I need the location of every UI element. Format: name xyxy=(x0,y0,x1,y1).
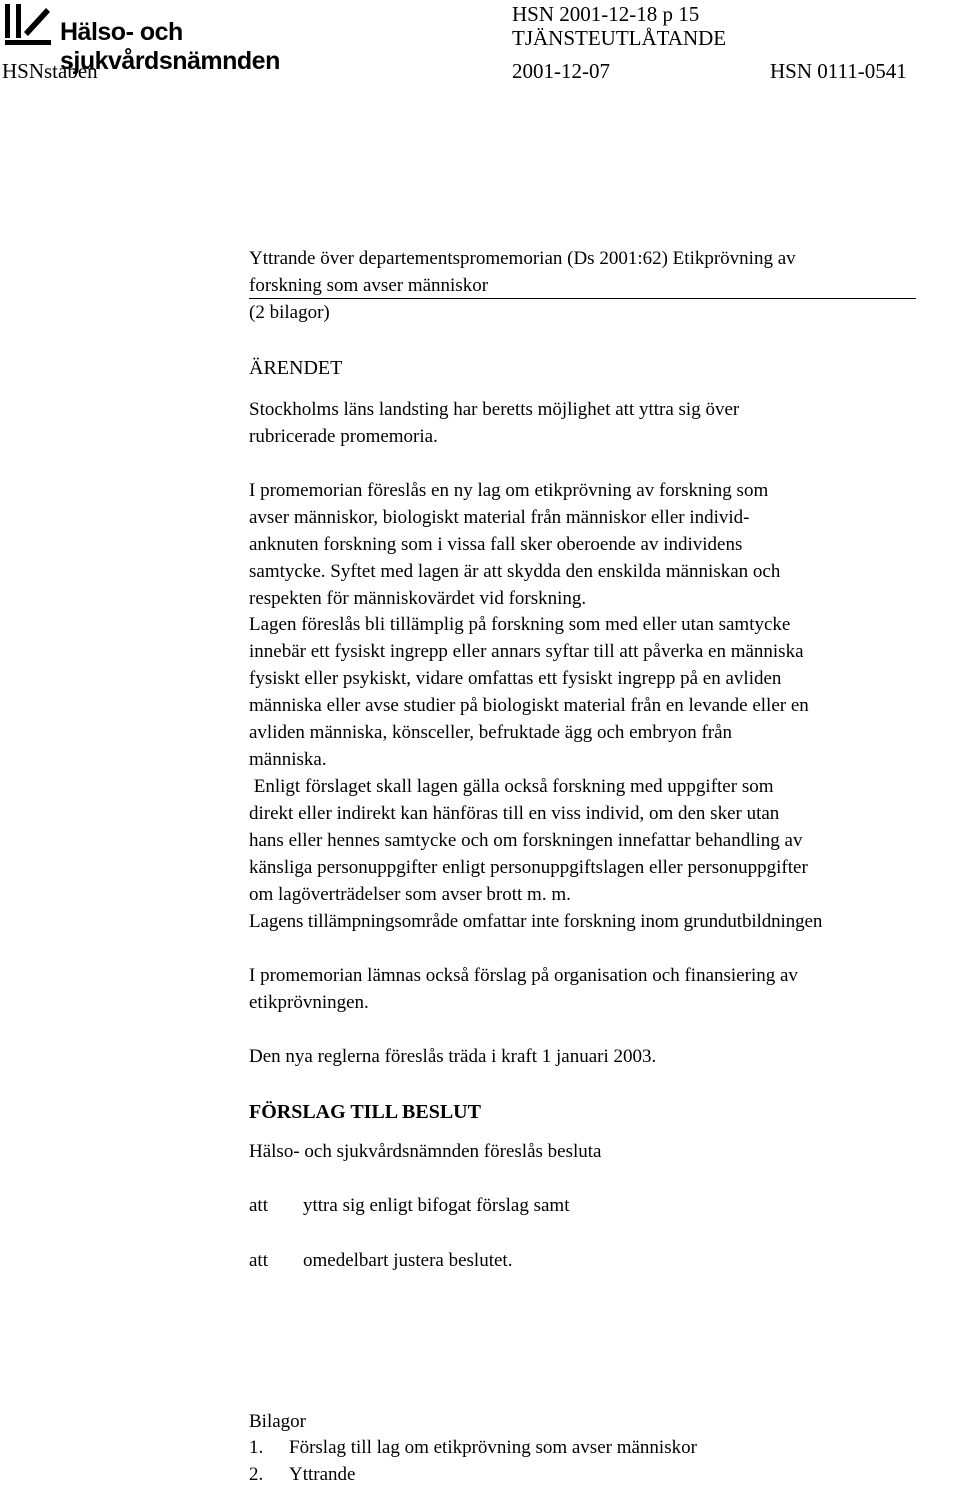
paragraph-line: människa eller avse studier på biologiskt material från en levande eller en xyxy=(249,695,809,716)
decision-item-text: omedelbart justera beslutet. xyxy=(303,1250,513,1271)
attachment-title: Yttrande xyxy=(289,1464,356,1485)
paragraph-line: etikprövningen. xyxy=(249,992,369,1013)
paragraph-line: fysiskt eller psykiskt, vidare omfattas ett fysiskt ingrepp på en avliden xyxy=(249,668,782,689)
paragraph-line: Enligt förslaget skall lagen gälla också forskning med uppgifter som xyxy=(249,776,774,797)
document-type: TJÄNSTEUTLÅTANDE xyxy=(512,26,727,50)
paragraph-line: Den nya reglerna föreslås träda i kraft 1 januari 2003. xyxy=(249,1046,657,1067)
decision-item-prefix: att xyxy=(249,1250,268,1271)
logo-text: Hälso- och sjukvårdsnämnden xyxy=(60,18,280,75)
attachment-title: Förslag till lag om etikprövning som avser människor xyxy=(289,1437,697,1458)
paragraph-line: Lagens tillämpningsområde omfattar inte forskning inom grundutbildningen xyxy=(249,911,823,932)
paragraph-line: rubricerade promemoria. xyxy=(249,426,438,447)
paragraph-line: anknuten forskning som i vissa fall sker oberoende av individens xyxy=(249,534,743,555)
paragraph-line: Stockholms läns landsting har beretts möjlighet att yttra sig över xyxy=(249,399,740,420)
paragraph-line: avliden människa, könsceller, befruktade ägg och embryon från xyxy=(249,722,733,743)
paragraph-line: respekten för människovärdet vid forskning. xyxy=(249,588,587,609)
case-number: HSN 0111-0541 xyxy=(770,59,907,83)
paragraph-line: om lagöverträdelser som avser brott m. m. xyxy=(249,884,571,905)
paragraph-line: I promemorian lämnas också förslag på organisation och finansiering av xyxy=(249,965,798,986)
logo-mark-icon xyxy=(2,2,54,48)
paragraph-line: I promemorian föreslås en ny lag om etikprövning av forskning som xyxy=(249,480,769,501)
paragraph-line: samtycke. Syftet med lagen är att skydda den enskilda människan och xyxy=(249,561,781,582)
meeting-reference: HSN 2001-12-18 p 15 xyxy=(512,2,700,26)
paragraph-line: känsliga personuppgifter enligt personuppgiftslagen eller personuppgifter xyxy=(249,857,808,878)
section-heading-arendet: ÄRENDET xyxy=(249,357,343,379)
document-date: 2001-12-07 xyxy=(512,59,610,83)
decision-item-text: yttra sig enligt bifogat förslag samt xyxy=(303,1195,570,1216)
department: HSNstaben xyxy=(2,59,98,83)
decision-item-prefix: att xyxy=(249,1195,268,1216)
attachment-number: 2. xyxy=(249,1464,264,1485)
paragraph-line: avser människor, biologiskt material från människor eller individ- xyxy=(249,507,750,528)
section-heading-forslag: FÖRSLAG TILL BESLUT xyxy=(249,1101,481,1123)
decision-intro: Hälso- och sjukvårdsnämnden föreslås besluta xyxy=(249,1141,602,1162)
subject-line-1: Yttrande över departementspromemorian (Ds 2001:62) Etikprövning av xyxy=(249,248,796,269)
paragraph-line: hans eller hennes samtycke och om forskningen innefattar behandling av xyxy=(249,830,803,851)
subject-underline xyxy=(249,298,916,299)
subject-line-3: (2 bilagor) xyxy=(249,302,330,323)
attachment-number: 1. xyxy=(249,1437,264,1458)
attachments-heading: Bilagor xyxy=(249,1411,306,1432)
paragraph-line: direkt eller indirekt kan hänföras till en viss individ, om den sker utan xyxy=(249,803,780,824)
paragraph-line: Lagen föreslås bli tillämplig på forskning som med eller utan samtycke xyxy=(249,614,791,635)
subject-line-2: forskning som avser människor xyxy=(249,275,489,296)
paragraph-line: innebär ett fysiskt ingrepp eller annars syftar till att påverka en människa xyxy=(249,641,804,662)
paragraph-line: människa. xyxy=(249,749,327,770)
